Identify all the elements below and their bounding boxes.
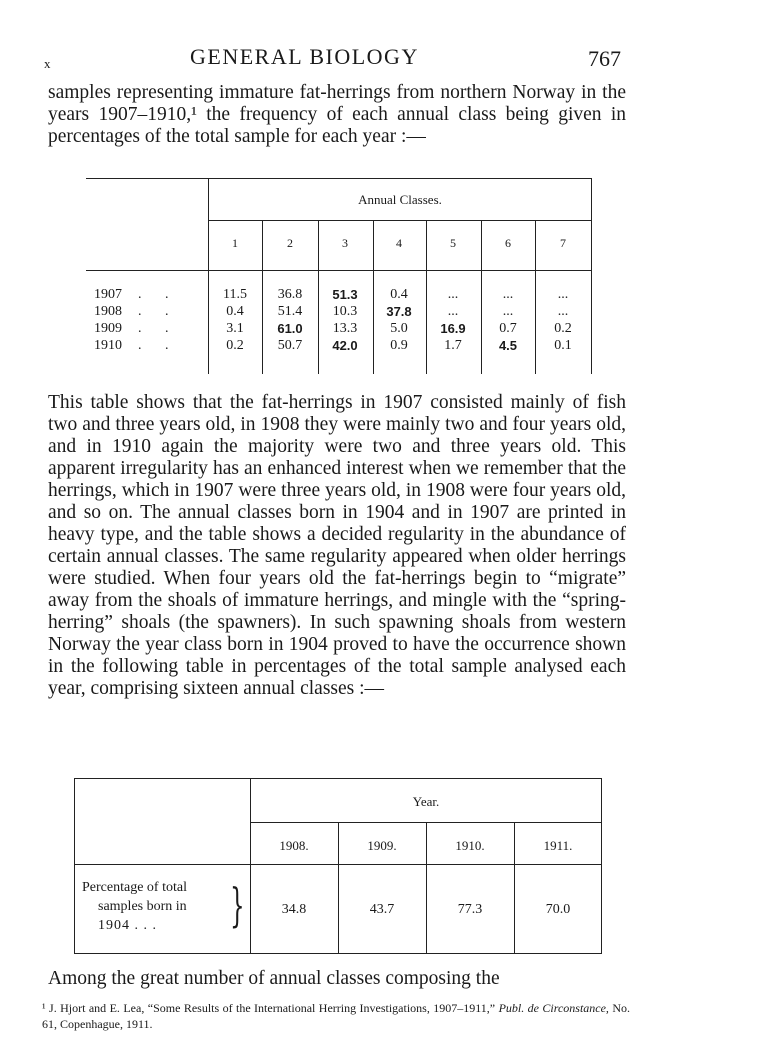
table1-column-values: [374, 286, 424, 354]
annual-classes-table: [86, 178, 592, 374]
table-cell: 51.4: [277, 304, 303, 319]
table-cell: 0.4: [390, 287, 408, 302]
footnote-marker: ¹: [42, 1001, 46, 1015]
table-cell: ...: [557, 287, 569, 302]
signature-mark: x: [44, 56, 51, 71]
table-cell: 0.2: [226, 338, 244, 353]
table-cell: 5.0: [390, 321, 408, 336]
table2-col-1908: 1908.: [279, 838, 309, 853]
table-cell: 43.7: [369, 902, 395, 917]
table1-column-values: [210, 286, 260, 354]
table-cell: 11.5: [223, 287, 247, 302]
table2-row-label: Percentage of total samples born in 1904 . . .: [82, 880, 187, 933]
table-cell: 13.3: [332, 321, 358, 336]
table-cell: 3.1: [226, 321, 244, 336]
table1-col-6: 6: [505, 236, 511, 250]
table1-col-1: 1: [232, 236, 238, 250]
table-cell: 50.7: [277, 338, 303, 353]
running-title: GENERAL BIOLOGY: [190, 44, 419, 69]
table1-col-7: 7: [560, 236, 566, 250]
table-cell-bold: 42.0: [332, 338, 358, 353]
table-cell-bold: 51.3: [332, 287, 358, 302]
footnote: ¹ J. Hjort and E. Lea, “Some Results of the International Herring Investigations, 1907–1911,” Publ. de Circonstance, No. 61, Copenhague, 1911.: [42, 1001, 631, 1031]
table-cell: ...: [447, 287, 459, 302]
paragraph-intro: samples representing immature fat-herrings from northern Norway in the years 1907–1910,¹ the frequency of each annual class being given in percentages of the total sample for each year :—: [48, 82, 626, 147]
table1-column-values: [265, 286, 315, 354]
table1-column-values: [538, 286, 588, 354]
table2-header: Year.: [412, 794, 440, 809]
table-cell-bold: 37.8: [386, 304, 412, 319]
table2-col-1910: 1910.: [455, 838, 485, 853]
table2-col-1909: 1909.: [367, 838, 397, 853]
table1-row-label: 1909 . .: [94, 321, 179, 336]
table-cell: 10.3: [332, 304, 358, 319]
table-cell: 34.8: [281, 902, 307, 917]
table1-year-labels: [94, 286, 208, 354]
year-class-1904-table: [74, 778, 602, 954]
table2-col-1911: 1911.: [543, 838, 573, 853]
table1-column-values: [320, 286, 370, 354]
table-cell-bold: 16.9: [440, 321, 466, 336]
table-cell: 36.8: [277, 287, 303, 302]
page-number: 767: [588, 46, 621, 71]
table-cell: ...: [447, 304, 459, 319]
table-cell: 1.7: [444, 338, 462, 353]
table1-row-label: 1907 . .: [94, 287, 179, 302]
table-cell: 77.3: [457, 902, 483, 917]
table-cell: 0.2: [554, 321, 572, 336]
table-cell: 0.1: [554, 338, 572, 353]
table-cell: 70.0: [545, 902, 571, 917]
table-cell: 0.4: [226, 304, 244, 319]
table-cell-bold: 4.5: [498, 338, 518, 353]
table-cell: ...: [502, 287, 514, 302]
table1-column-values: [428, 286, 478, 354]
table1-col-2: 2: [287, 236, 293, 250]
table1-col-4: 4: [396, 236, 402, 250]
table-cell: ...: [502, 304, 514, 319]
paragraph-continuation: Among the great number of annual classes composing the: [48, 968, 500, 989]
table-cell-bold: 61.0: [277, 321, 303, 336]
table1-row-label: 1910 . .: [94, 338, 179, 353]
table-cell: 0.9: [390, 338, 408, 353]
table1-col-5: 5: [450, 236, 456, 250]
brace-glyph: }: [230, 878, 245, 932]
table1-col-3: 3: [342, 236, 348, 250]
table1-header: Annual Classes.: [358, 192, 442, 207]
table1-row-label: 1908 . .: [94, 304, 179, 319]
table-cell: ...: [557, 304, 569, 319]
table1-column-values: [483, 286, 533, 354]
paragraph-discussion: This table shows that the fat-herrings in 1907 consisted mainly of fish two and three years old, in 1908 they were mainly two and four years old, and in 1910 again the majority were two and three years old. This apparent irregularity has an enhanced interest when we remember that the herrings, which in 1907 were three years old, in 1908 were four years old, and so on. The annual classes born in 1904 and in 1907 are printed in heavy type, and the table shows a decided regularity in the abundance of certain annual classes. The same regularity appeared when older herrings were studied. When four years old the fat-herrings begin to “migrate” away from the shoals of immature herrings, and mingle with the “spring-herring” shoals (the spawners). In such spawning shoals from western Norway the year class born in 1904 proved to have the occurrence shown in the following table in percentages of the total sample analysed each year, comprising sixteen annual classes :—: [48, 392, 626, 699]
table-cell: 0.7: [499, 321, 517, 336]
